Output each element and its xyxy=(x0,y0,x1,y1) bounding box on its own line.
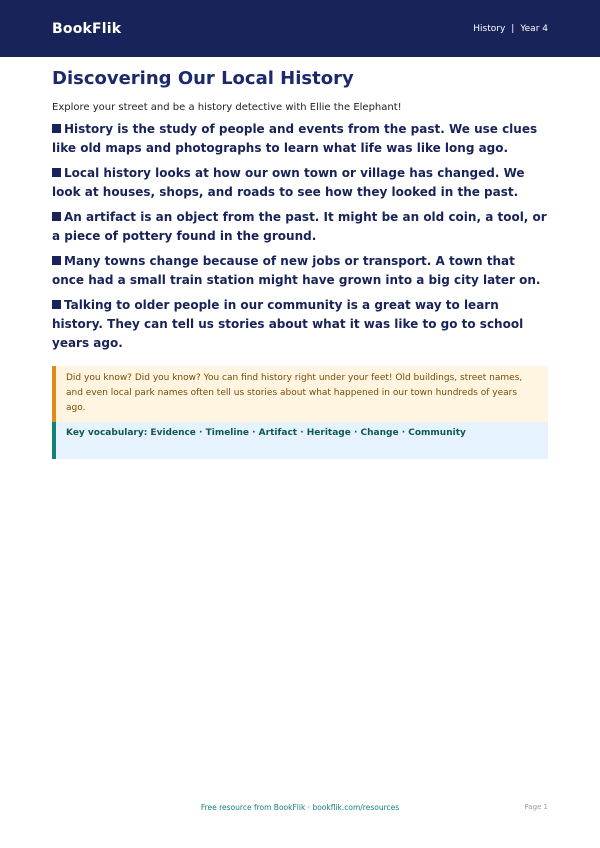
key-point xyxy=(52,296,548,353)
key-point-text: Many towns change because of new jobs or transport. A town that once had a small train station might have grown into a big city later on. xyxy=(52,254,541,287)
intro-text: Explore your street and be a history detective with Ellie the Elephant! xyxy=(52,102,402,113)
bullet-square-icon xyxy=(52,124,61,133)
header-bar xyxy=(0,0,600,57)
page-number: Page 1 xyxy=(524,803,548,811)
page-footer xyxy=(52,800,548,814)
page-title: Discovering Our Local History xyxy=(52,68,354,89)
main-content xyxy=(0,68,600,459)
key-point-text: History is the study of people and events from the past. We use clues like old maps and photographs to learn what life was like long ago. xyxy=(52,122,538,155)
meta-separator: | xyxy=(511,23,515,34)
key-vocabulary-box: Key vocabulary: Evidence · Timeline · Artifact · Heritage · Change · Community xyxy=(56,422,548,459)
info-callout xyxy=(52,366,548,459)
footer-credit-link[interactable]: Free resource from BookFlik · bookflik.com/resources xyxy=(200,802,400,812)
key-points-list xyxy=(52,120,548,353)
brand-logo-text[interactable]: BookFlik xyxy=(52,20,122,37)
bullet-square-icon xyxy=(52,212,61,221)
bullet-square-icon xyxy=(52,300,61,309)
bullet-square-icon xyxy=(52,256,61,265)
key-point-text: Talking to older people in our community is a great way to learn history. They can tell us stories about what it was like to go to school years ago. xyxy=(52,298,524,350)
subject-label: History xyxy=(473,23,506,34)
year-label: Year 4 xyxy=(520,23,548,34)
did-you-know-box: Did you know? Did you know? You can find history right under your feet! Old buildings, street names, and even local park names often tell us stories about what happened in our town hundreds of years ago. xyxy=(56,366,548,422)
key-point xyxy=(52,164,548,202)
key-point-text: Local history looks at how our own town or village has changed. We look at houses, shops, and roads to see how they looked in the past. xyxy=(52,166,525,199)
key-point-text: An artifact is an object from the past. It might be an old coin, a tool, or a piece of pottery found in the ground. xyxy=(52,210,547,243)
key-point xyxy=(52,208,548,246)
key-point xyxy=(52,252,548,290)
key-point xyxy=(52,120,548,158)
header-meta xyxy=(473,24,548,34)
bullet-square-icon xyxy=(52,168,61,177)
